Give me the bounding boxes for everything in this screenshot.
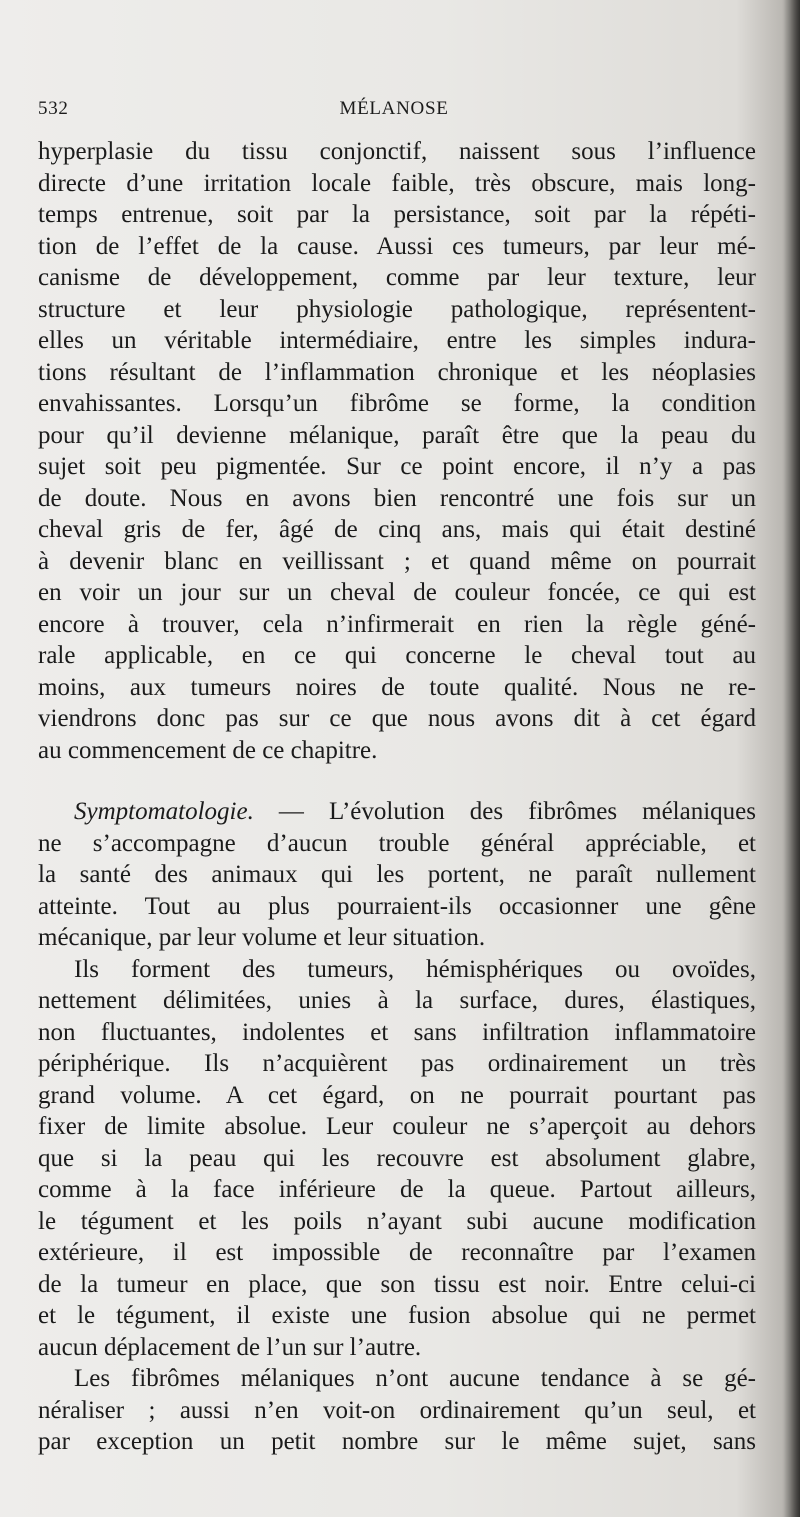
text-line: non fluctuantes, indolentes et sans infiltration inflammatoire: [38, 1018, 756, 1046]
text-line: structure et leur physiologie pathologique, représentent-: [38, 295, 756, 323]
text-line: extérieure, il est impossible de reconnaître par l’examen: [38, 1239, 756, 1266]
text-line: sujet soit peu pigmentée. Sur ce point encore, il n’y a pas: [38, 453, 756, 480]
page-number: 532: [38, 98, 69, 119]
running-title: MÉLANOSE: [339, 98, 449, 119]
text-line: canisme de développement, comme par leur texture, leur: [38, 264, 756, 291]
page-binding-shadow: [782, 0, 800, 1517]
text-line: le tégument et les poils n’ayant subi aucune modification: [38, 1207, 756, 1235]
section-heading-text: — L’évolution des fibrômes mélaniques: [253, 798, 756, 825]
text-line: pour qu’il devienne mélanique, paraît être que la peau du: [38, 421, 756, 449]
text-line: mécanique, par leur volume et leur situation.: [38, 924, 486, 951]
paragraph-gap: [38, 766, 756, 796]
section-heading: Symptomatologie.: [74, 798, 254, 825]
text-line: temps entrenue, soit par la persistance, soit par la répéti-: [38, 201, 756, 228]
section-heading-line: [38, 796, 756, 828]
text-line: Ils forment des tumeurs, hémisphériques ou ovoïdes,: [74, 955, 756, 983]
text-line: en voir un jour sur un cheval de couleur foncée, ce qui est: [38, 579, 756, 606]
text-line: grand volume. A cet égard, on ne pourrait pourtant pas: [38, 1081, 756, 1109]
text-line: tion de l’effet de la cause. Aussi ces tumeurs, par leur mé-: [38, 232, 756, 260]
text-line: nettement délimitées, unies à la surface, dures, élastiques,: [38, 987, 756, 1014]
text-line: rale applicable, en ce qui concerne le cheval tout au: [38, 642, 756, 669]
text-line: tions résultant de l’inflammation chronique et les néoplasies: [38, 358, 756, 386]
text-line: cheval gris de fer, âgé de cinq ans, mais qui était destiné: [38, 516, 756, 543]
text-line: et le tégument, il existe une fusion absolue qui ne permet: [38, 1302, 756, 1329]
text-line: encore à trouver, cela n’infirmerait en rien la règle géné-: [38, 610, 756, 638]
text-line: de doute. Nous en avons bien rencontré une fois sur un: [38, 484, 756, 512]
text-line: ne s’accompagne d’aucun trouble général appréciable, et: [38, 829, 756, 857]
text-line: atteinte. Tout au plus pourraient-ils occasionner une gêne: [38, 892, 756, 920]
text-line: fixer de limite absolue. Leur couleur ne s’aperçoit au dehors: [38, 1113, 756, 1140]
text-line: viendrons donc pas sur ce que nous avons dit à cet égard: [38, 705, 756, 732]
text-line: elles un véritable intermédiaire, entre les simples indura-: [38, 327, 756, 354]
text-line: périphérique. Ils n’acquièrent pas ordinairement un très: [38, 1050, 756, 1077]
body-text: [38, 136, 756, 1458]
text-line: Les fibrômes mélaniques n’ont aucune tendance à se gé-: [74, 1365, 756, 1392]
text-line: moins, aux tumeurs noires de toute qualité. Nous ne re-: [38, 673, 756, 701]
text-line: que si la peau qui les recouvre est absolument glabre,: [38, 1144, 756, 1172]
text-line: néraliser ; aussi n’en voit-on ordinairement qu’un seul, et: [38, 1396, 756, 1424]
page-header: [38, 98, 750, 128]
text-line: par exception un petit nombre sur le même sujet, sans: [38, 1428, 756, 1455]
text-line: comme à la face inférieure de la queue. Partout ailleurs,: [38, 1176, 756, 1203]
text-line: directe d’une irritation locale faible, très obscure, mais long-: [38, 169, 756, 197]
text-line: de la tumeur en place, que son tissu est noir. Entre celui-ci: [38, 1270, 756, 1298]
text-line: à devenir blanc en veillissant ; et quand même on pourrait: [38, 547, 756, 575]
text-line: aucun déplacement de l’un sur l’autre.: [38, 1333, 422, 1361]
text-line: hyperplasie du tissu conjonctif, naissent sous l’influence: [38, 138, 756, 165]
text-line: au commencement de ce chapitre.: [38, 736, 378, 764]
text-line: envahissantes. Lorsqu’un fibrôme se forme, la condition: [38, 390, 756, 417]
text-line: la santé des animaux qui les portent, ne paraît nullement: [38, 861, 756, 888]
